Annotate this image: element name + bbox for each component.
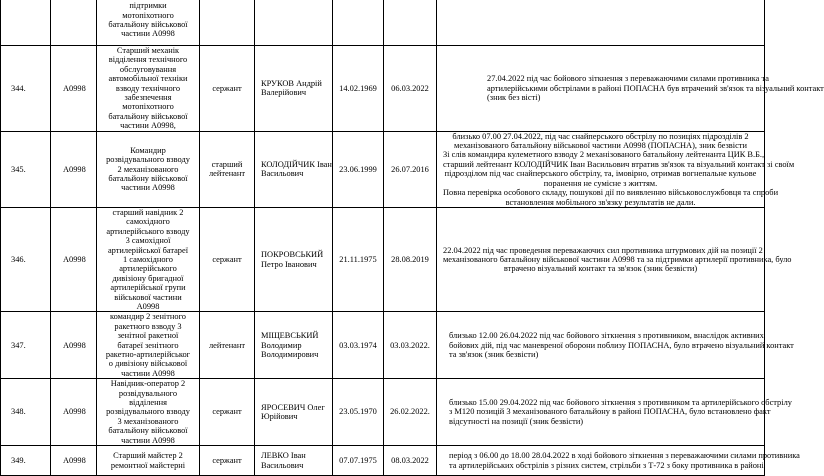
- description-line: близько 15.00 29.04.2022 під час бойового зіткнення з противником та артилерійського обстрілу: [449, 398, 792, 408]
- position-line: 3 самохідної: [125, 236, 171, 246]
- position-line: мотопіхотного: [122, 102, 174, 112]
- position-line: 1 самохідного: [123, 254, 173, 264]
- position-line: батальйону військової: [108, 111, 188, 121]
- description-line: близько 12.00 26.04.2022 під час бойового зіткнення з противником, внаслідок активних: [449, 331, 764, 341]
- birth-date: [333, 0, 384, 46]
- name-line: КРУКОВ Андрій: [261, 78, 322, 88]
- description-line: Зі слів командира кулеметного взводу 2 механізованого батальйону лейтенанта ЦИК В.Б.,: [443, 150, 765, 160]
- row-number: 347.: [1, 312, 51, 379]
- position-line: автомобільної техніки: [108, 74, 188, 84]
- description-line: механізованого батальйону військової частини А0998 (ПОПАСНА), зник безвісти: [454, 141, 747, 151]
- position-line: 2 механізованого: [117, 164, 179, 174]
- rank-cell: [200, 379, 255, 446]
- position-line: ремонтної майстерні: [110, 460, 186, 470]
- name-cell: [255, 131, 333, 207]
- position-line: дивізіону бригадної: [112, 273, 184, 283]
- rank-cell: [200, 131, 255, 207]
- description-line: артилерійськими обстрілами в районі ПОПАСНА був втрачений зв'язок та візуальний контакт: [487, 83, 824, 93]
- position-line: батальйону військової: [108, 20, 188, 29]
- row-number: [1, 0, 51, 46]
- name-line: Валерійович: [261, 88, 307, 98]
- position-cell: [97, 0, 200, 46]
- name-line: КОЛОДІЙЧИК Іван: [261, 159, 332, 169]
- military-unit: А0998: [51, 207, 97, 311]
- position-line: Навідник-оператор 2: [110, 379, 186, 389]
- position-line: частини А0998,: [120, 121, 176, 131]
- position-line: артилерійської батареї: [107, 245, 189, 255]
- military-unit: А0998: [51, 379, 97, 446]
- position-line: підтримки: [129, 1, 167, 11]
- position-cell: [97, 446, 200, 476]
- service-date: [384, 0, 437, 46]
- position-line: 3 механізованого: [117, 416, 179, 426]
- description-cell: [437, 0, 765, 46]
- birth-date: 03.03.1974: [333, 312, 384, 379]
- row-number: 344.: [1, 46, 51, 132]
- service-date: 08.03.2022: [384, 446, 437, 476]
- rank-cell: [200, 446, 255, 476]
- table-row: [1, 379, 765, 446]
- position-line: військової частини: [114, 292, 182, 302]
- description-line: та зв'язок (зник безвісти): [449, 350, 539, 359]
- position-line: частини А0998: [121, 368, 175, 378]
- rank-cell: [200, 46, 255, 132]
- rank-line: сержант: [212, 254, 242, 264]
- description-line: Повна перевірка особового складу, пошукові дії по виявленню військовослужбовця та спроби: [443, 188, 779, 198]
- position-line: батальйону військової: [108, 426, 188, 436]
- position-line: розвідувального взводу: [106, 155, 190, 165]
- table-row: [1, 0, 765, 46]
- table-row: [1, 446, 765, 476]
- service-date: 06.03.2022: [384, 46, 437, 132]
- description-cell: [437, 379, 792, 446]
- description-cell: [437, 207, 792, 311]
- position-line: розвідувального: [118, 388, 178, 398]
- military-unit: А0998: [51, 46, 97, 132]
- position-cell: [97, 131, 200, 207]
- name-cell: [255, 207, 333, 311]
- row-number: 349.: [1, 446, 51, 476]
- rank-line: лейтенант: [208, 169, 246, 179]
- birth-date: 07.07.1975: [333, 446, 384, 476]
- position-line: зенітної ракетної: [117, 331, 179, 341]
- table-row: [1, 312, 765, 379]
- birth-date: 23.05.1970: [333, 379, 384, 446]
- rank-line: сержант: [212, 83, 242, 93]
- name-cell: [255, 0, 333, 46]
- description-line: та артилерійських обстрілів з різних систем, стрільби з Т-72 з боку противника в районі: [449, 460, 764, 470]
- position-line: Командир: [130, 145, 166, 155]
- description-cell: [437, 312, 794, 379]
- name-line: Володимир: [261, 340, 302, 350]
- table-row: [1, 131, 765, 207]
- rank-line: сержант: [212, 455, 242, 465]
- name-cell: [255, 446, 333, 476]
- description-line: 27.04.2022 під час бойового зіткнення з переважаючими силами противника та: [487, 74, 769, 84]
- position-line: взводу технічного: [115, 83, 181, 93]
- row-number: 346.: [1, 207, 51, 311]
- service-date: 28.08.2019: [384, 207, 437, 311]
- service-date: 03.03.2022.: [384, 312, 437, 379]
- row-number: 348.: [1, 379, 51, 446]
- position-line: о дивізіону військової: [108, 359, 188, 369]
- position-line: частини А0998: [121, 29, 175, 39]
- name-line: Васильович: [261, 460, 304, 470]
- row-number: 345.: [1, 131, 51, 207]
- service-date: 26.07.2016: [384, 131, 437, 207]
- name-line: МІЩЕВСЬКИЙ: [261, 331, 319, 341]
- position-line: А0998: [136, 301, 160, 311]
- position-cell: [97, 46, 200, 132]
- military-unit: А0998: [51, 131, 97, 207]
- service-date: 26.02.2022.: [384, 379, 437, 446]
- description-line: старший лейтенант КОЛОДІЙЧИК Іван Васильович втратив зв'язок та візуальний контакт зі своїм: [443, 159, 795, 169]
- description-line: механізованого батальйону військової частини А0998 та за підтримки артилерії противника, було: [443, 254, 792, 264]
- description-line: період з 06.00 до 18.00 28.04.2022 в ході бойового зіткнення з переважаючими силами противника: [449, 451, 800, 461]
- description-cell: [437, 131, 795, 207]
- position-line: розвідувального взводу: [106, 407, 190, 417]
- position-line: забезпечення: [124, 93, 172, 103]
- position-line: артилерійської групи: [110, 283, 186, 293]
- birth-date: 21.11.1975: [333, 207, 384, 311]
- description-line: з М120 позицій 3 механізованого батальйону в районі ПОПАСНА, було встановлено факт: [449, 407, 771, 417]
- name-cell: [255, 46, 333, 132]
- description-line: бойових дій, під час маневреної оборони поблизу ПОПАСНА, було втрачено візуальний контакт: [449, 340, 794, 350]
- military-unit: [51, 0, 97, 46]
- birth-date: 23.06.1999: [333, 131, 384, 207]
- position-cell: [97, 312, 200, 379]
- description-line: втрачено візуальний контакт та зв'язок (зник безвісти): [503, 264, 698, 274]
- military-unit: А0998: [51, 446, 97, 476]
- table-row: [1, 46, 765, 132]
- name-line: ЯРОСЕВИЧ Олег: [261, 402, 325, 412]
- description-line: 22.04.2022 під час проведення переважаючих сил противника штурмових дій на позиції 2: [443, 245, 763, 255]
- rank-cell: [200, 312, 255, 379]
- position-line: старший навідник 2: [112, 207, 184, 217]
- position-line: артилерійського: [119, 264, 177, 274]
- description-line: близько 07.00 27.04.2022, під час снайперського обстрілу по позиціях підрозділів 2: [452, 131, 749, 141]
- position-line: командир 2 зенітного: [110, 312, 186, 322]
- position-line: частини А0998: [121, 435, 175, 445]
- position-line: обслуговування: [119, 64, 177, 74]
- position-line: мотопіхотного: [122, 10, 174, 20]
- position-cell: [97, 379, 200, 446]
- description-line: відсутності на позиції (зник безвісти): [449, 416, 584, 426]
- name-line: ЛЕВКО Іван: [261, 451, 306, 461]
- table-row: [1, 207, 765, 311]
- position-line: ракетного взводу 3: [114, 321, 182, 331]
- description-line: встановлення мобільного зв'язку результатів не дали.: [505, 197, 696, 207]
- name-line: Петро Іванович: [261, 259, 317, 269]
- rank-line: старший: [211, 159, 243, 169]
- position-line: ракетно-артилерійськог: [105, 350, 191, 359]
- name-line: ПОКРОВСЬКИЙ: [261, 250, 324, 260]
- position-line: частини А0998: [121, 183, 175, 193]
- name-cell: [255, 312, 333, 379]
- position-cell: [97, 207, 200, 311]
- position-line: артилерійського взводу: [106, 226, 190, 236]
- name-line: Юрійович: [261, 412, 298, 422]
- description-line: (зник без вісті): [487, 93, 541, 103]
- position-line: Старший майстер 2: [113, 451, 183, 461]
- rank-line: лейтенант: [208, 340, 246, 350]
- description-line: поранення не сумісне з життям.: [543, 178, 658, 188]
- position-line: батареї зенітного: [117, 340, 179, 350]
- position-line: самохідного: [126, 217, 170, 227]
- position-line: відділення технічного: [108, 55, 188, 65]
- name-cell: [255, 379, 333, 446]
- rank-cell: [200, 0, 255, 46]
- position-line: відділення: [129, 398, 167, 408]
- name-line: Володимирович: [261, 350, 319, 359]
- description-cell: [437, 446, 800, 476]
- name-line: Васильович: [261, 169, 304, 179]
- position-line: Старший механік: [116, 46, 180, 55]
- rank-line: сержант: [212, 407, 242, 417]
- description-cell: [437, 46, 824, 132]
- position-line: батальйону військової: [108, 173, 188, 183]
- birth-date: 14.02.1969: [333, 46, 384, 132]
- military-unit: А0998: [51, 312, 97, 379]
- rank-cell: [200, 207, 255, 311]
- description-line: підрозділом під час снайперського обстрілу, та, імовірно, отримав вогнепальне кульове: [444, 169, 757, 179]
